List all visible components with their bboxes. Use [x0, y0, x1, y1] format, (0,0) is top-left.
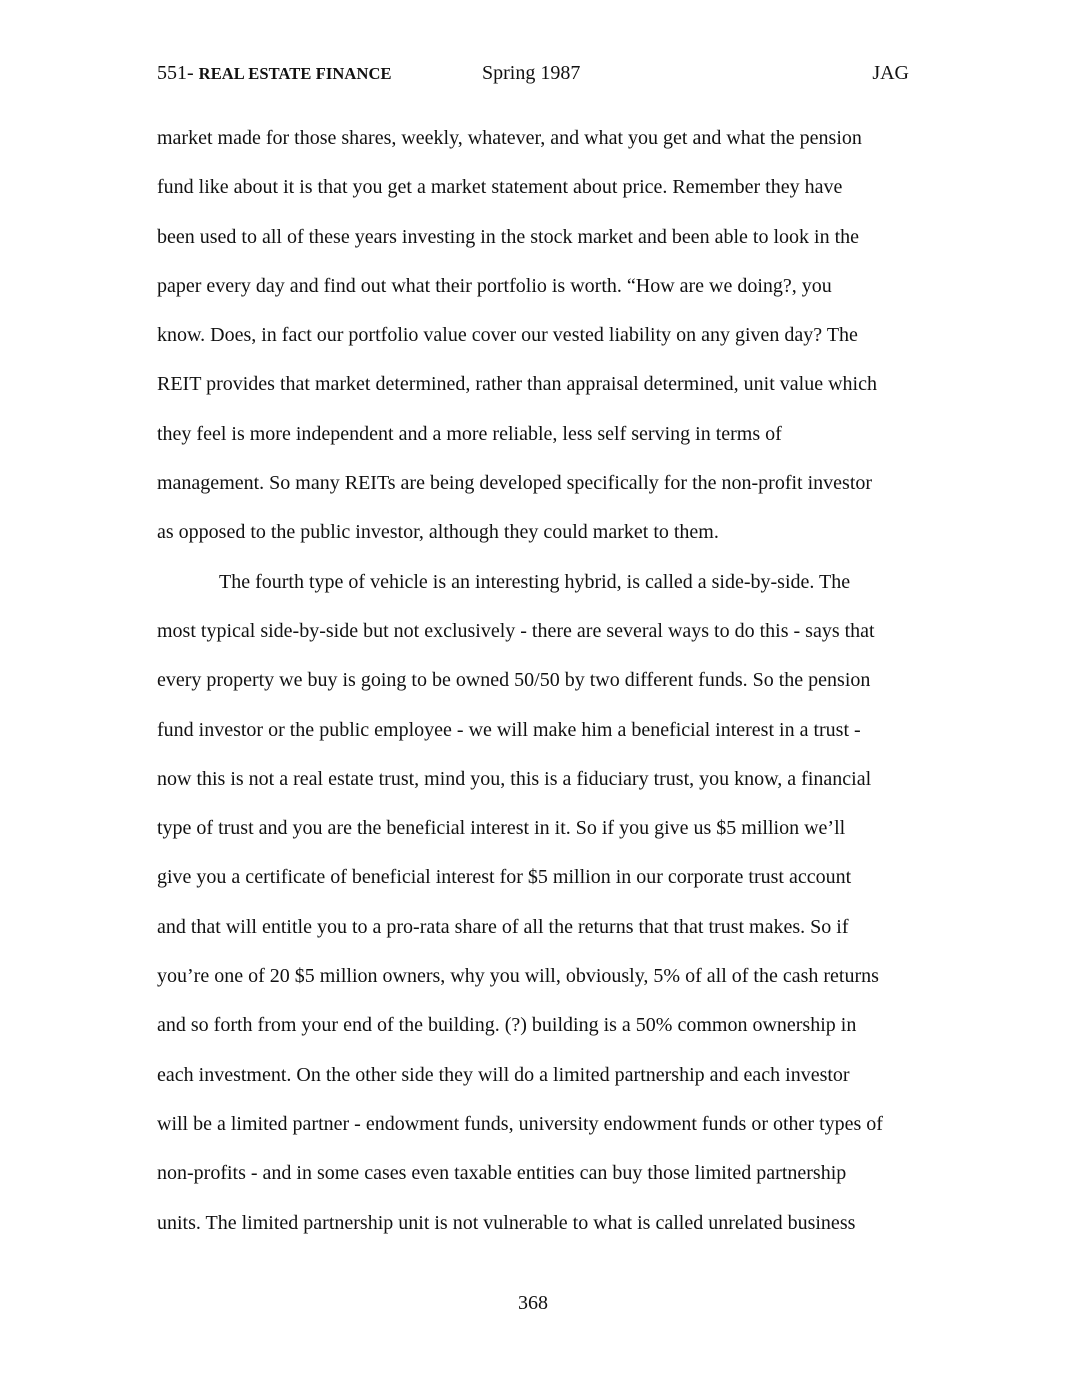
- text-line: been used to all of these years investing in the stock market and been able to look in the: [157, 225, 860, 248]
- text-line: and so forth from your end of the building. (?) building is a 50% common ownership in: [157, 1014, 857, 1037]
- transcript-body: [157, 122, 917, 1256]
- text-line: market made for those shares, weekly, whatever, and what you get and what the pension: [157, 127, 862, 149]
- page-header: [157, 62, 909, 92]
- text-line: you’re one of 20 $5 million owners, why you will, obviously, 5% of all of the cash returns: [157, 965, 879, 988]
- text-line: fund investor or the public employee - we will make him a beneficial interest in a trust -: [157, 718, 861, 741]
- paragraph-first-line: The fourth type of vehicle is an interesting hybrid, is called a side-by-side. The: [219, 570, 851, 593]
- text-line: every property we buy is going to be owned 50/50 by two different funds. So the pension: [157, 669, 871, 692]
- course-title: REAL ESTATE FINANCE: [198, 64, 392, 83]
- text-line: now this is not a real estate trust, mind you, this is a fiduciary trust, you know, a financial: [157, 767, 872, 790]
- term-label: Spring 1987: [482, 62, 581, 84]
- text-line: will be a limited partner - endowment funds, university endowment funds or other types of: [157, 1112, 883, 1135]
- text-line: non-profits - and in some cases even taxable entities can buy those limited partnership: [157, 1162, 847, 1185]
- text-line: type of trust and you are the beneficial interest in it. So if you give us $5 million we’ll: [157, 817, 846, 840]
- text-line: paper every day and find out what their portfolio is worth. “How are we doing?, you: [157, 274, 832, 297]
- text-line: most typical side-by-side but not exclusively - there are several ways to do this - says that: [157, 619, 875, 642]
- text-line: and that will entitle you to a pro-rata share of all the returns that that trust makes. So if: [157, 915, 849, 938]
- course-heading: [157, 62, 392, 85]
- text-line: they feel is more independent and a more reliable, less self serving in terms of: [157, 422, 782, 445]
- text-line: give you a certificate of beneficial interest for $5 million in our corporate trust account: [157, 866, 852, 889]
- page-number: 368: [518, 1292, 548, 1314]
- text-line: know. Does, in fact our portfolio value cover our vested liability on any given day? The: [157, 324, 858, 347]
- author-initials: JAG: [872, 62, 909, 84]
- text-line: units. The limited partnership unit is not vulnerable to what is called unrelated business: [157, 1211, 856, 1234]
- text-line: each investment. On the other side they will do a limited partnership and each investor: [157, 1063, 850, 1086]
- text-line: management. So many REITs are being developed specifically for the non-profit investor: [157, 472, 873, 495]
- text-line: fund like about it is that you get a market statement about price. Remember they have: [157, 176, 843, 199]
- text-line: REIT provides that market determined, rather than appraisal determined, unit value which: [157, 373, 877, 396]
- text-line: as opposed to the public investor, although they could market to them.: [157, 521, 719, 544]
- course-number: 551-: [157, 62, 194, 84]
